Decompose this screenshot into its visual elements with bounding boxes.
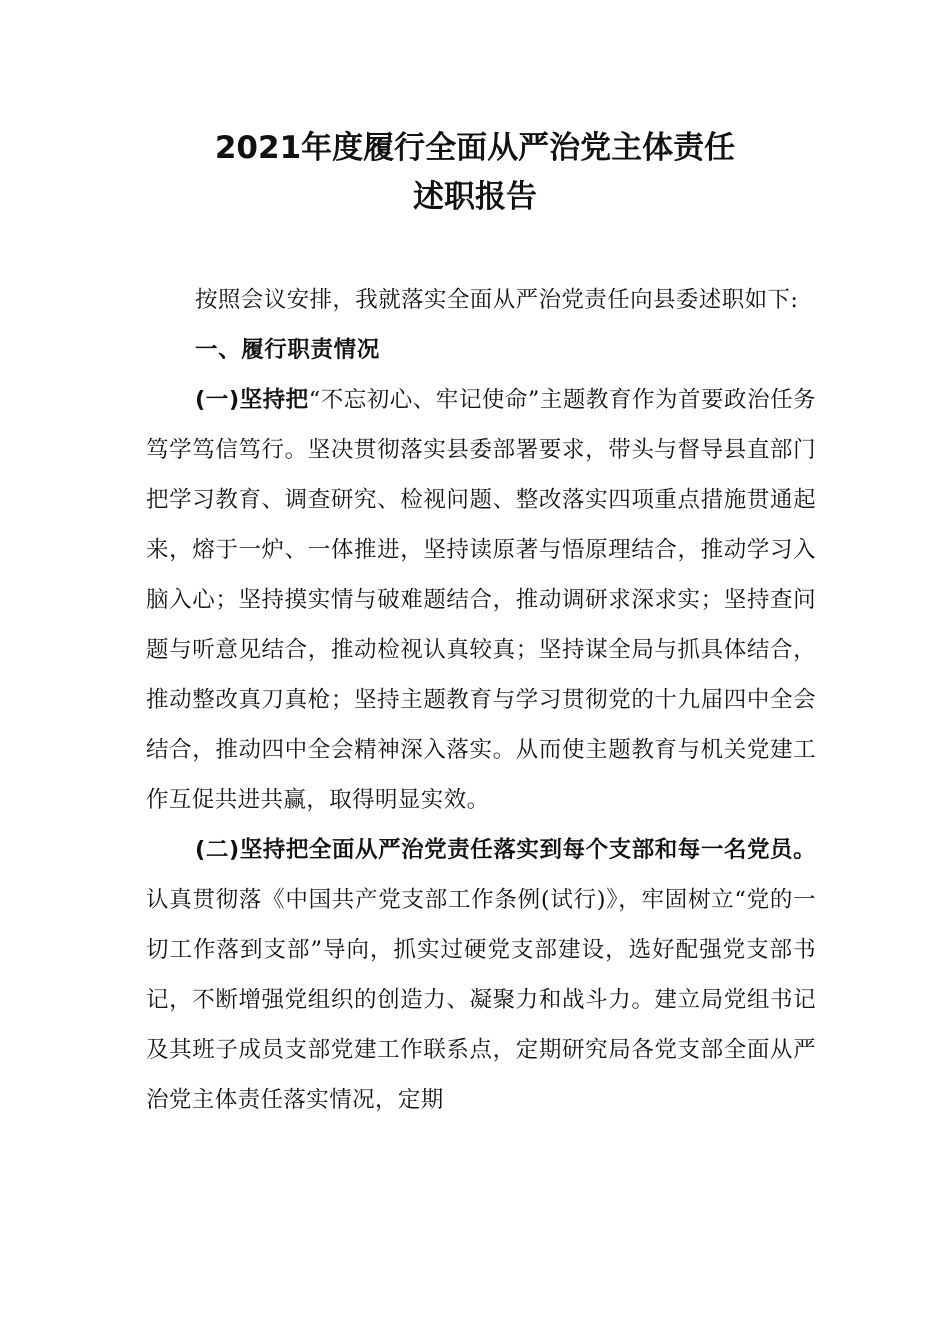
paragraph-2-text: 认真贯彻落《中国共产党支部工作条例(试行)》，牢固树立“党的一切工作落到支部”导向，抓实过硬党支部建设，选好配强党支部书记，不断增强党组织的创造力、凝聚力和战斗力。建立局党组书记及其班子成员支部党建工作联系点，定期研究局各党支部全面从严治党主体责任落实情况，定期 xyxy=(146,887,816,1113)
section-heading-1: 一、履行职责情况 xyxy=(195,337,380,363)
paragraph-1-text: “不忘初心、牢记使命”主题教育作为首要政治任务笃学笃信笃行。坚决贯彻落实县委部署要求，带头与督导县直部门把学习教育、调查研究、检视问题、整改落实四项重点措施贯通起来，熔于一炉、一体推进，坚持读原著与悟原理结合，推动学习入脑入心；坚持摸实情与破难题结合，推动调研求深求实；坚持查问题与听意见结合，推动检视认真较真；坚持谋全局与抓具体结合，推动整改真刀真枪；坚持主题教育与学习贯彻党的十九届四中全会结合，推动四中全会精神深入落实。从而使主题教育与机关党建工作互促共进共赢，取得明显实效。 xyxy=(146,387,816,813)
document-title-line-1: 2021年度履行全面从严治党主体责任 xyxy=(214,130,736,166)
document-title-line-2: 述职报告 xyxy=(413,179,537,215)
paragraph-2-lead: (二)坚持把全面从严治党责任落实到每个支部和每一名党员。 xyxy=(195,837,816,863)
paragraph-2 xyxy=(146,825,816,1125)
paragraph-1 xyxy=(146,375,816,825)
paragraph-1-lead: (一)坚持把 xyxy=(195,387,309,413)
document-body xyxy=(146,275,816,1125)
intro-paragraph: 按照会议安排，我就落实全面从严治党责任向县委述职如下: xyxy=(195,287,799,313)
